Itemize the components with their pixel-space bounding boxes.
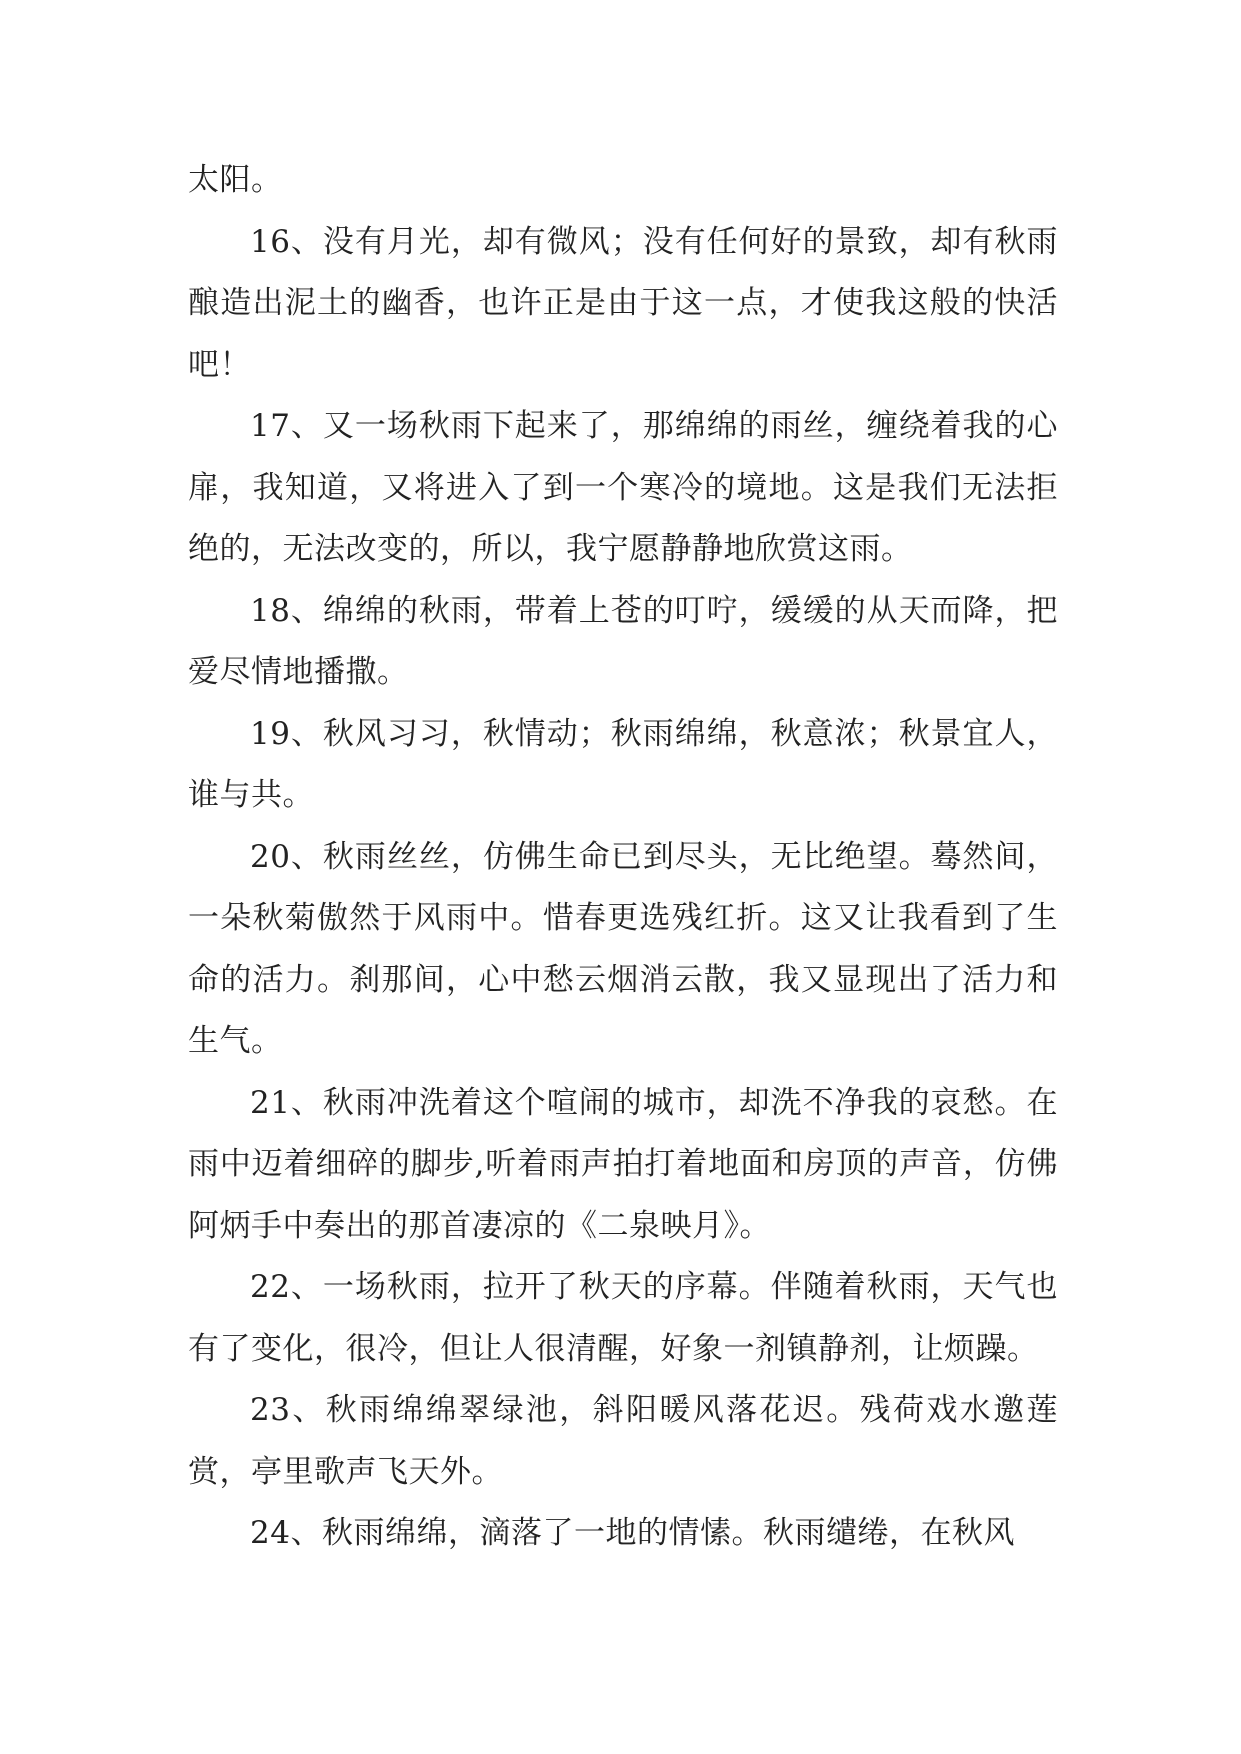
document-page [188, 150, 1058, 1565]
paragraph-23: 23、秋雨绵绵翠绿池，斜阳暖风落花迟。残荷戏水邀莲赏，亭里歌声飞天外。 [188, 1392, 1058, 1490]
paragraph-17: 17、又一场秋雨下起来了，那绵绵的雨丝，缠绕着我的心扉，我知道，又将进入了到一个寒冷的境地。这是我们无法拒绝的，无法改变的，所以，我宁愿静静地欣赏这雨。 [188, 408, 1058, 567]
paragraph-18: 18、绵绵的秋雨，带着上苍的叮咛，缓缓的从天而降，把爱尽情地播撒。 [188, 592, 1058, 690]
paragraph-16: 16、没有月光，却有微风；没有任何好的景致，却有秋雨酿造出泥土的幽香，也许正是由于这一点，才使我这般的快活吧！ [188, 223, 1058, 383]
paragraph-22: 22、一场秋雨，拉开了秋天的序幕。伴随着秋雨，天气也有了变化，很冷，但让人很清醒，好象一剂镇静剂，让烦躁。 [188, 1269, 1058, 1367]
paragraph-20: 20、秋雨丝丝，仿佛生命已到尽头，无比绝望。蓦然间，一朵秋菊傲然于风雨中。惜春更选残红折。这又让我看到了生命的活力。刹那间，心中愁云烟消云散，我又显现出了活力和生气。 [188, 838, 1058, 1059]
paragraph-19: 19、秋风习习，秋情动；秋雨绵绵，秋意浓；秋景宜人，谁与共。 [188, 715, 1058, 813]
paragraph-0: 太阳。 [188, 162, 283, 198]
paragraph-21: 21、秋雨冲洗着这个喧闹的城市，却洗不净我的哀愁。在雨中迈着细碎的脚步,听着雨声拍打着地面和房顶的声音，仿佛阿炳手中奏出的那首凄凉的《二泉映月》。 [188, 1084, 1058, 1244]
paragraph-24: 24、秋雨绵绵，滴落了一地的情愫。秋雨缱绻，在秋风 [250, 1515, 1015, 1551]
